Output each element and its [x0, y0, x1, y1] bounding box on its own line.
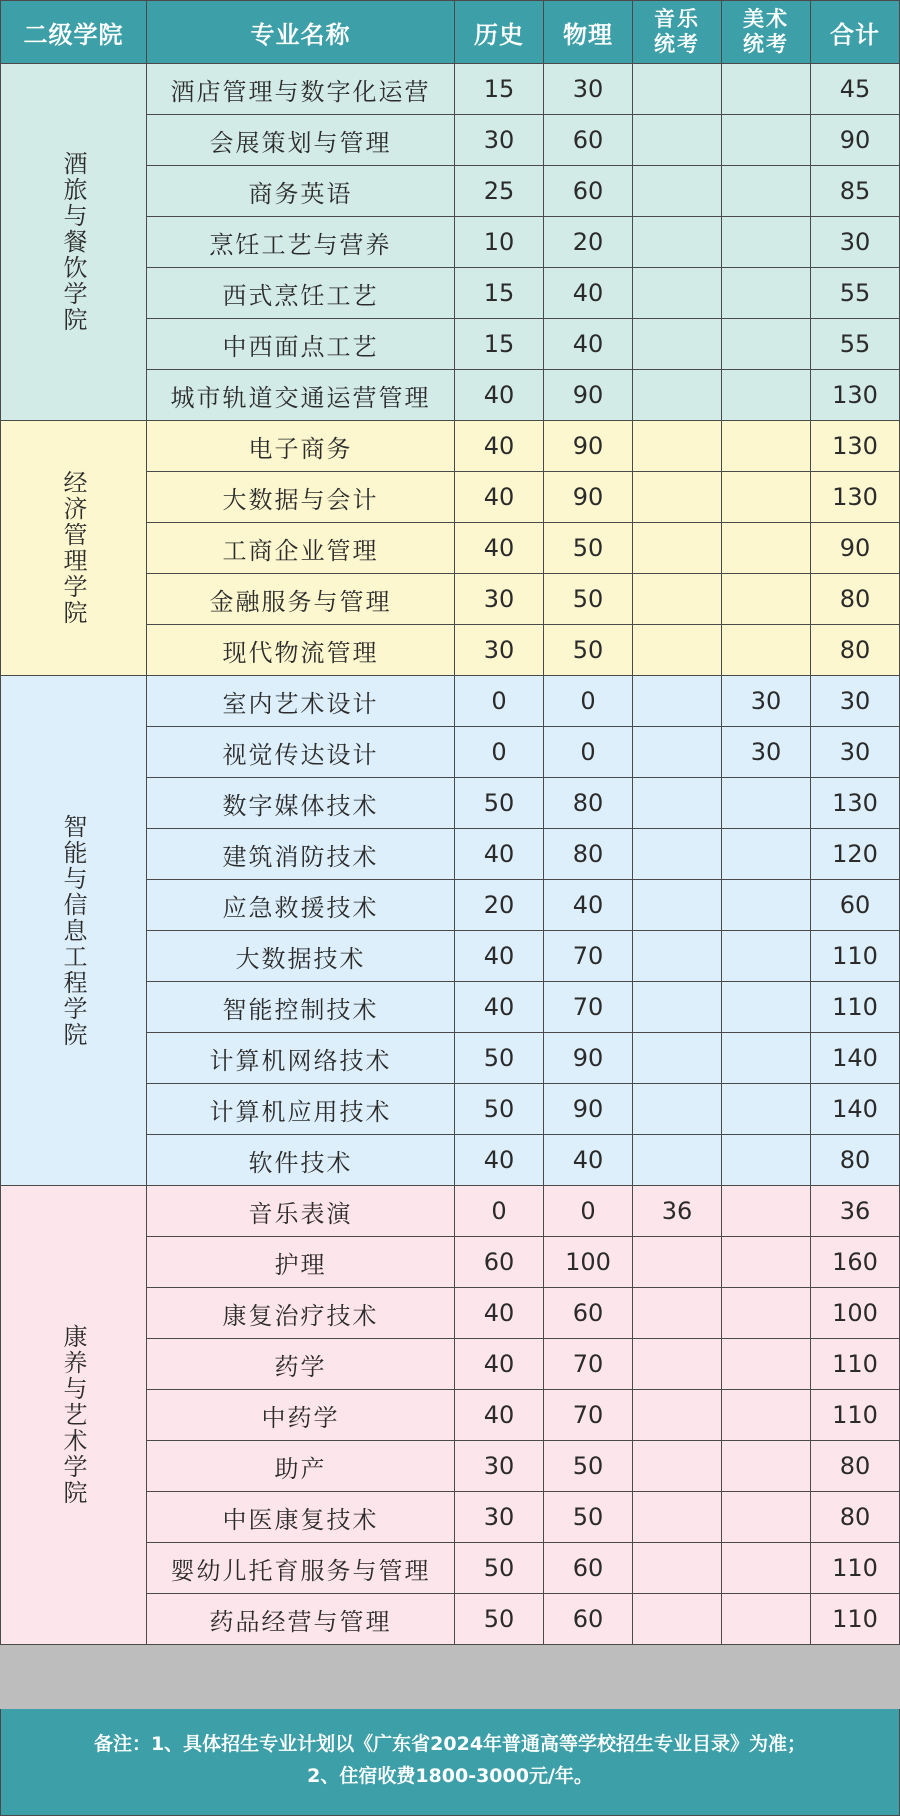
history-quota-cell: 25 [455, 166, 544, 217]
physics-quota-cell: 70 [544, 982, 633, 1033]
header-major: 专业名称 [147, 1, 455, 64]
history-quota-cell: 30 [455, 115, 544, 166]
art-quota-cell [722, 217, 811, 268]
music-quota-cell: 36 [633, 1186, 722, 1237]
art-quota-cell [722, 370, 811, 421]
art-quota-cell [722, 523, 811, 574]
total-quota-cell: 55 [811, 268, 900, 319]
total-quota-cell: 80 [811, 1441, 900, 1492]
header-music-exam [633, 1, 722, 64]
physics-quota-cell: 0 [544, 1186, 633, 1237]
art-quota-cell [722, 778, 811, 829]
music-quota-cell [633, 1288, 722, 1339]
art-quota-cell [722, 1135, 811, 1186]
art-quota-cell [722, 319, 811, 370]
major-name-cell: 智能控制技术 [147, 982, 455, 1033]
total-quota-cell: 130 [811, 778, 900, 829]
total-quota-cell: 140 [811, 1084, 900, 1135]
table-row [1, 1186, 900, 1237]
art-quota-cell [722, 472, 811, 523]
music-quota-cell [633, 727, 722, 778]
major-name-cell: 电子商务 [147, 421, 455, 472]
music-quota-cell [633, 1441, 722, 1492]
physics-quota-cell: 0 [544, 676, 633, 727]
history-quota-cell: 40 [455, 829, 544, 880]
table-row [1, 64, 900, 115]
total-quota-cell: 130 [811, 370, 900, 421]
music-quota-cell [633, 1135, 722, 1186]
major-name-cell: 助产 [147, 1441, 455, 1492]
history-quota-cell: 40 [455, 472, 544, 523]
major-name-cell: 室内艺术设计 [147, 676, 455, 727]
music-quota-cell [633, 1033, 722, 1084]
history-quota-cell: 40 [455, 982, 544, 1033]
history-quota-cell: 15 [455, 319, 544, 370]
physics-quota-cell: 50 [544, 574, 633, 625]
physics-quota-cell: 60 [544, 115, 633, 166]
header-art-bottom: 统考 [743, 32, 789, 56]
major-name-cell: 中西面点工艺 [147, 319, 455, 370]
physics-quota-cell: 70 [544, 1390, 633, 1441]
art-quota-cell [722, 1186, 811, 1237]
total-quota-cell: 100 [811, 1288, 900, 1339]
physics-quota-cell: 30 [544, 64, 633, 115]
music-quota-cell [633, 472, 722, 523]
physics-quota-cell: 50 [544, 523, 633, 574]
history-quota-cell: 15 [455, 268, 544, 319]
physics-quota-cell: 40 [544, 319, 633, 370]
music-quota-cell [633, 982, 722, 1033]
total-quota-cell: 90 [811, 115, 900, 166]
total-quota-cell: 140 [811, 1033, 900, 1084]
physics-quota-cell: 60 [544, 1594, 633, 1645]
art-quota-cell [722, 625, 811, 676]
header-music-bottom: 统考 [654, 32, 700, 56]
major-name-cell: 大数据技术 [147, 931, 455, 982]
header-art-exam [722, 1, 811, 64]
physics-quota-cell: 70 [544, 1339, 633, 1390]
music-quota-cell [633, 1390, 722, 1441]
music-quota-cell [633, 370, 722, 421]
art-quota-cell: 30 [722, 676, 811, 727]
header-art-top: 美术 [743, 7, 789, 31]
art-quota-cell: 30 [722, 727, 811, 778]
art-quota-cell [722, 1084, 811, 1135]
physics-quota-cell: 70 [544, 931, 633, 982]
history-quota-cell: 40 [455, 931, 544, 982]
history-quota-cell: 15 [455, 64, 544, 115]
physics-quota-cell: 90 [544, 1033, 633, 1084]
physics-quota-cell: 90 [544, 1084, 633, 1135]
major-name-cell: 烹饪工艺与营养 [147, 217, 455, 268]
physics-quota-cell: 80 [544, 778, 633, 829]
major-name-cell: 工商企业管理 [147, 523, 455, 574]
total-quota-cell: 110 [811, 1543, 900, 1594]
table-header [1, 1, 900, 64]
total-quota-cell: 80 [811, 625, 900, 676]
music-quota-cell [633, 880, 722, 931]
history-quota-cell: 30 [455, 574, 544, 625]
major-name-cell: 大数据与会计 [147, 472, 455, 523]
total-quota-cell: 30 [811, 727, 900, 778]
history-quota-cell: 40 [455, 1135, 544, 1186]
music-quota-cell [633, 1237, 722, 1288]
music-quota-cell [633, 1492, 722, 1543]
table-row [1, 676, 900, 727]
header-physics: 物理 [544, 1, 633, 64]
total-quota-cell: 110 [811, 931, 900, 982]
history-quota-cell: 30 [455, 1441, 544, 1492]
physics-quota-cell: 60 [544, 166, 633, 217]
physics-quota-cell: 50 [544, 625, 633, 676]
art-quota-cell [722, 64, 811, 115]
header-total: 合计 [811, 1, 900, 64]
physics-quota-cell: 90 [544, 472, 633, 523]
history-quota-cell: 40 [455, 1390, 544, 1441]
history-quota-cell: 50 [455, 1543, 544, 1594]
music-quota-cell [633, 676, 722, 727]
music-quota-cell [633, 166, 722, 217]
major-name-cell: 酒店管理与数字化运营 [147, 64, 455, 115]
physics-quota-cell: 50 [544, 1492, 633, 1543]
major-name-cell: 数字媒体技术 [147, 778, 455, 829]
footnote-line-1: 备注：1、具体招生专业计划以《广东省2024年普通高等学校招生专业目录》为准； [93, 1733, 807, 1755]
major-name-cell: 视觉传达设计 [147, 727, 455, 778]
major-name-cell: 软件技术 [147, 1135, 455, 1186]
total-quota-cell: 110 [811, 1594, 900, 1645]
total-quota-cell: 45 [811, 64, 900, 115]
history-quota-cell: 40 [455, 1339, 544, 1390]
physics-quota-cell: 80 [544, 829, 633, 880]
major-name-cell: 中医康复技术 [147, 1492, 455, 1543]
total-quota-cell: 85 [811, 166, 900, 217]
physics-quota-cell: 40 [544, 1135, 633, 1186]
art-quota-cell [722, 421, 811, 472]
physics-quota-cell: 60 [544, 1288, 633, 1339]
art-quota-cell [722, 1390, 811, 1441]
total-quota-cell: 160 [811, 1237, 900, 1288]
major-name-cell: 中药学 [147, 1390, 455, 1441]
major-name-cell: 商务英语 [147, 166, 455, 217]
total-quota-cell: 110 [811, 982, 900, 1033]
history-quota-cell: 0 [455, 1186, 544, 1237]
major-name-cell: 计算机应用技术 [147, 1084, 455, 1135]
total-quota-cell: 130 [811, 421, 900, 472]
total-quota-cell: 90 [811, 523, 900, 574]
art-quota-cell [722, 880, 811, 931]
art-quota-cell [722, 1237, 811, 1288]
total-quota-cell: 80 [811, 1492, 900, 1543]
physics-quota-cell: 90 [544, 421, 633, 472]
total-quota-cell: 130 [811, 472, 900, 523]
total-quota-cell: 30 [811, 676, 900, 727]
history-quota-cell: 40 [455, 370, 544, 421]
header-college: 二级学院 [1, 1, 147, 64]
history-quota-cell: 0 [455, 727, 544, 778]
music-quota-cell [633, 1084, 722, 1135]
physics-quota-cell: 20 [544, 217, 633, 268]
music-quota-cell [633, 1339, 722, 1390]
college-name-cell: 智能与信息工程学院 [1, 676, 147, 1186]
music-quota-cell [633, 115, 722, 166]
art-quota-cell [722, 982, 811, 1033]
total-quota-cell: 30 [811, 217, 900, 268]
art-quota-cell [722, 268, 811, 319]
physics-quota-cell: 90 [544, 370, 633, 421]
physics-quota-cell: 40 [544, 880, 633, 931]
history-quota-cell: 40 [455, 1288, 544, 1339]
college-name-cell: 经济管理学院 [1, 421, 147, 676]
total-quota-cell: 36 [811, 1186, 900, 1237]
history-quota-cell: 10 [455, 217, 544, 268]
music-quota-cell [633, 625, 722, 676]
history-quota-cell: 50 [455, 1084, 544, 1135]
college-name-cell: 康养与艺术学院 [1, 1186, 147, 1645]
major-name-cell: 音乐表演 [147, 1186, 455, 1237]
history-quota-cell: 50 [455, 1594, 544, 1645]
art-quota-cell [722, 1441, 811, 1492]
total-quota-cell: 120 [811, 829, 900, 880]
physics-quota-cell: 60 [544, 1543, 633, 1594]
music-quota-cell [633, 931, 722, 982]
music-quota-cell [633, 268, 722, 319]
major-name-cell: 应急救援技术 [147, 880, 455, 931]
history-quota-cell: 30 [455, 1492, 544, 1543]
header-music-top: 音乐 [654, 7, 700, 31]
total-quota-cell: 80 [811, 574, 900, 625]
music-quota-cell [633, 778, 722, 829]
art-quota-cell [722, 1492, 811, 1543]
physics-quota-cell: 40 [544, 268, 633, 319]
history-quota-cell: 40 [455, 421, 544, 472]
total-quota-cell: 60 [811, 880, 900, 931]
major-name-cell: 建筑消防技术 [147, 829, 455, 880]
history-quota-cell: 50 [455, 778, 544, 829]
art-quota-cell [722, 1594, 811, 1645]
major-name-cell: 婴幼儿托育服务与管理 [147, 1543, 455, 1594]
header-history: 历史 [455, 1, 544, 64]
art-quota-cell [722, 1543, 811, 1594]
history-quota-cell: 20 [455, 880, 544, 931]
total-quota-cell: 110 [811, 1390, 900, 1441]
total-quota-cell: 80 [811, 1135, 900, 1186]
table-body [1, 64, 900, 1645]
music-quota-cell [633, 319, 722, 370]
major-name-cell: 西式烹饪工艺 [147, 268, 455, 319]
footnote-line-2: 2、住宿收费1800-3000元/年。 [307, 1765, 593, 1787]
physics-quota-cell: 100 [544, 1237, 633, 1288]
art-quota-cell [722, 166, 811, 217]
major-name-cell: 药品经营与管理 [147, 1594, 455, 1645]
history-quota-cell: 50 [455, 1033, 544, 1084]
art-quota-cell [722, 829, 811, 880]
history-quota-cell: 40 [455, 523, 544, 574]
total-quota-cell: 55 [811, 319, 900, 370]
music-quota-cell [633, 523, 722, 574]
art-quota-cell [722, 1033, 811, 1084]
music-quota-cell [633, 64, 722, 115]
music-quota-cell [633, 1594, 722, 1645]
history-quota-cell: 60 [455, 1237, 544, 1288]
major-name-cell: 药学 [147, 1339, 455, 1390]
art-quota-cell [722, 1339, 811, 1390]
music-quota-cell [633, 829, 722, 880]
art-quota-cell [722, 574, 811, 625]
music-quota-cell [633, 1543, 722, 1594]
art-quota-cell [722, 1288, 811, 1339]
major-name-cell: 计算机网络技术 [147, 1033, 455, 1084]
major-name-cell: 护理 [147, 1237, 455, 1288]
table-row [1, 421, 900, 472]
major-name-cell: 城市轨道交通运营管理 [147, 370, 455, 421]
major-name-cell: 会展策划与管理 [147, 115, 455, 166]
art-quota-cell [722, 931, 811, 982]
physics-quota-cell: 0 [544, 727, 633, 778]
history-quota-cell: 0 [455, 676, 544, 727]
physics-quota-cell: 50 [544, 1441, 633, 1492]
history-quota-cell: 30 [455, 625, 544, 676]
art-quota-cell [722, 115, 811, 166]
footnote [0, 1709, 900, 1816]
music-quota-cell [633, 574, 722, 625]
music-quota-cell [633, 421, 722, 472]
total-quota-cell: 110 [811, 1339, 900, 1390]
college-name-cell: 酒旅与餐饮学院 [1, 64, 147, 421]
music-quota-cell [633, 217, 722, 268]
major-name-cell: 现代物流管理 [147, 625, 455, 676]
major-name-cell: 康复治疗技术 [147, 1288, 455, 1339]
major-name-cell: 金融服务与管理 [147, 574, 455, 625]
